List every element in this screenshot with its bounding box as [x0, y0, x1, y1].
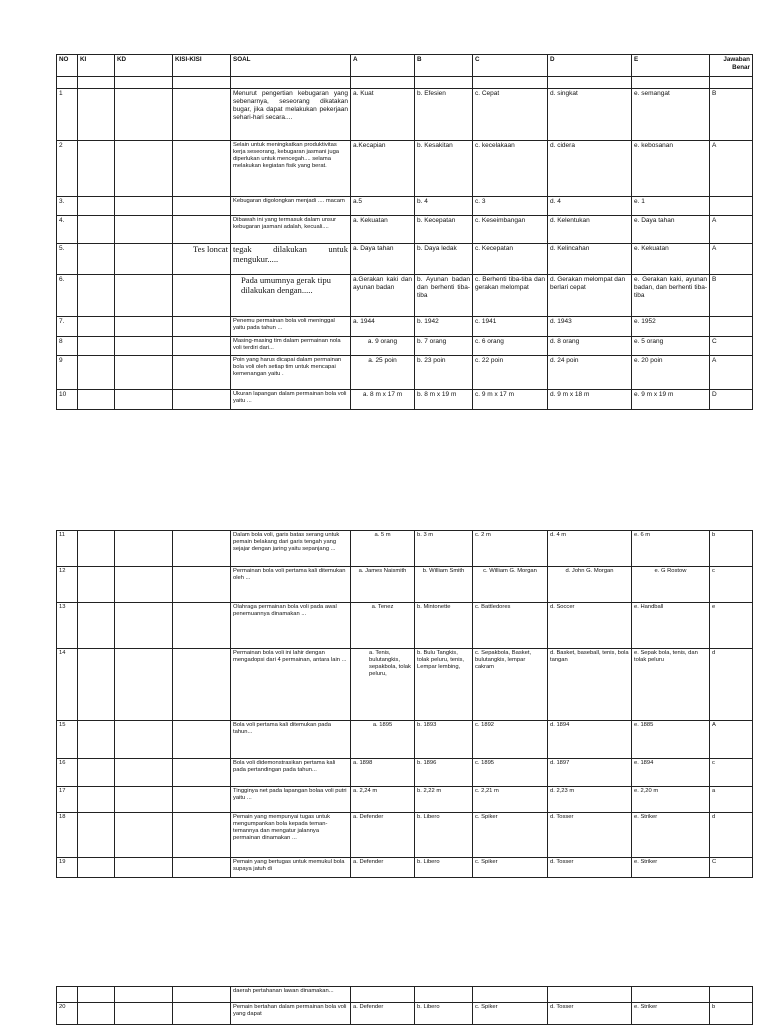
- cell-d: d. Basket, baseball, tenis, bola tangan: [548, 649, 632, 721]
- cell-a: a. 2,24 m: [351, 787, 415, 813]
- cell-b: b. 7 orang: [415, 337, 473, 356]
- cell-kisi: [173, 531, 231, 567]
- cell-no: 15: [57, 721, 78, 759]
- cell-b: b. 2,22 m: [415, 787, 473, 813]
- table-row: [57, 244, 753, 275]
- cell-no: 4.: [57, 216, 78, 244]
- cell-e: e. 2,20 m: [632, 787, 710, 813]
- cell-jawaban: A: [710, 141, 753, 197]
- header-a: A: [351, 55, 415, 77]
- cell-c: c. 2 m: [473, 531, 548, 567]
- cell-d: d. 4 m: [548, 531, 632, 567]
- cell-b: b. 1942: [415, 317, 473, 337]
- cell-e: e. G Rostow: [632, 567, 710, 603]
- table-row: [57, 649, 753, 721]
- cell-kisi: [173, 356, 231, 390]
- cell-e: e. 1885: [632, 721, 710, 759]
- cell-kd: [115, 787, 173, 813]
- cell-ki: [78, 89, 115, 141]
- cell-d: d. Kelentukan: [548, 216, 632, 244]
- cell-c: [473, 987, 548, 1003]
- cell-kd: [115, 858, 173, 878]
- cell-no: 19: [57, 858, 78, 878]
- cell-jawaban: A: [710, 216, 753, 244]
- cell-jawaban: e: [710, 603, 753, 649]
- cell-soal: Pemain bertahan dalam permainan bola voli yang dapat: [231, 1003, 351, 1025]
- cell-d: d. Soccer: [548, 603, 632, 649]
- cell-c: c. Battledores: [473, 603, 548, 649]
- header-kd: KD: [115, 55, 173, 77]
- cell-d: d. singkat: [548, 89, 632, 141]
- cell-kd: [115, 649, 173, 721]
- table-row: [57, 987, 753, 1003]
- cell-b: b. 8 m x 19 m: [415, 390, 473, 410]
- cell-b: b. 4: [415, 197, 473, 216]
- cell-kd: [115, 356, 173, 390]
- cell-soal: tegak dilakukan untuk mengukur.....: [231, 244, 351, 275]
- cell-kd: [115, 141, 173, 197]
- header-b: B: [415, 55, 473, 77]
- cell-ki: [78, 317, 115, 337]
- cell-ki: [78, 216, 115, 244]
- table-row: [57, 356, 753, 390]
- cell-c: c. William G. Morgan: [473, 567, 548, 603]
- cell-jawaban: c: [710, 567, 753, 603]
- cell-kd: [115, 390, 173, 410]
- cell-e: e. 20 poin: [632, 356, 710, 390]
- cell-d: d. 1894: [548, 721, 632, 759]
- cell-b: b. 3 m: [415, 531, 473, 567]
- cell-soal: Permainan bola voli pertama kali ditemukan oleh ...: [231, 567, 351, 603]
- cell-jawaban: A: [710, 244, 753, 275]
- cell-c: c. Keseimbangan: [473, 216, 548, 244]
- cell-c: c. kecelakaan: [473, 141, 548, 197]
- cell-d: d. Tosser: [548, 813, 632, 858]
- table-row: [57, 787, 753, 813]
- cell-c: c. Sepakbola, Basket, bulutangkis, lempar cakram: [473, 649, 548, 721]
- cell-a: a. 8 m x 17 m: [351, 390, 415, 410]
- cell-b: b. William Smith: [415, 567, 473, 603]
- cell-b: b. Daya ledak: [415, 244, 473, 275]
- cell-jawaban: d: [710, 649, 753, 721]
- cell-c: c. 9 m x 17 m: [473, 390, 548, 410]
- cell-c: c. 1895: [473, 759, 548, 787]
- cell-kisi: [173, 987, 231, 1003]
- cell-d: d. John G. Morgan: [548, 567, 632, 603]
- cell-b: [415, 987, 473, 1003]
- cell-kisi: [173, 275, 231, 317]
- cell-ki: [78, 390, 115, 410]
- cell-kisi: [173, 759, 231, 787]
- cell-d: d. 24 poin: [548, 356, 632, 390]
- cell-e: e. Daya tahan: [632, 216, 710, 244]
- question-table-1: [56, 54, 753, 410]
- table-row: [57, 813, 753, 858]
- question-table-2: [56, 530, 753, 878]
- cell-jawaban: [710, 197, 753, 216]
- cell-kisi: [173, 649, 231, 721]
- cell-a: a.Gerakan kaki dan ayunan badan: [351, 275, 415, 317]
- cell-ki: [78, 721, 115, 759]
- cell-no: 8: [57, 337, 78, 356]
- cell-ki: [78, 649, 115, 721]
- cell-kd: [115, 987, 173, 1003]
- cell-soal: Bola voli pertama kali ditemukan pada tahun...: [231, 721, 351, 759]
- cell-kd: [115, 721, 173, 759]
- cell-soal: Pemain yang mempunyai tugas untuk mengumpankan bola kepada teman-temannya dan mengatur jalannya permainan dinamakan ...: [231, 813, 351, 858]
- cell-soal: Kebugaran digolongkan menjadi .... macam: [231, 197, 351, 216]
- cell-d: d. 9 m x 18 m: [548, 390, 632, 410]
- cell-a: a. Defender: [351, 813, 415, 858]
- cell-e: e. Handball: [632, 603, 710, 649]
- cell-jawaban: d: [710, 813, 753, 858]
- cell-a: a. Daya tahan: [351, 244, 415, 275]
- cell-a: a. James Naismith: [351, 567, 415, 603]
- cell-d: d. 4: [548, 197, 632, 216]
- cell-soal: daerah pertahanan lawan dinamakan...: [231, 987, 351, 1003]
- cell-e: e. 9 m x 19 m: [632, 390, 710, 410]
- cell-d: d. 2,23 m: [548, 787, 632, 813]
- cell-ki: [78, 141, 115, 197]
- cell-kd: [115, 197, 173, 216]
- cell-no: 16: [57, 759, 78, 787]
- cell-b: b. Kecepatan: [415, 216, 473, 244]
- header-ki: KI: [78, 55, 115, 77]
- cell-jawaban: B: [710, 89, 753, 141]
- cell-kisi: [173, 141, 231, 197]
- cell-no: 20: [57, 1003, 78, 1025]
- cell-kd: [115, 317, 173, 337]
- cell-no: [57, 987, 78, 1003]
- cell-kd: [115, 216, 173, 244]
- cell-kd: [115, 89, 173, 141]
- cell-kisi: [173, 603, 231, 649]
- cell-no: 1: [57, 89, 78, 141]
- cell-d: d. 8 orang: [548, 337, 632, 356]
- cell-kd: [115, 759, 173, 787]
- cell-ki: [78, 1003, 115, 1025]
- table-row: [57, 141, 753, 197]
- cell-b: b. Efesien: [415, 89, 473, 141]
- cell-c: c. Cepat: [473, 89, 548, 141]
- header-soal: SOAL: [231, 55, 351, 77]
- cell-jawaban: C: [710, 337, 753, 356]
- cell-e: e. 5 orang: [632, 337, 710, 356]
- header-row: [57, 55, 753, 77]
- cell-c: c. Kecepatan: [473, 244, 548, 275]
- cell-ki: [78, 337, 115, 356]
- cell-e: e. kebosanan: [632, 141, 710, 197]
- cell-c: c. 22 poin: [473, 356, 548, 390]
- cell-a: a. 9 orang: [351, 337, 415, 356]
- cell-ki: [78, 813, 115, 858]
- cell-c: c. 6 orang: [473, 337, 548, 356]
- cell-ki: [78, 531, 115, 567]
- table-row: [57, 197, 753, 216]
- cell-no: 12: [57, 567, 78, 603]
- cell-ki: [78, 356, 115, 390]
- header-jawaban-benar: Jawaban Benar: [710, 55, 753, 77]
- cell-kisi: [173, 1003, 231, 1025]
- cell-ki: [78, 759, 115, 787]
- cell-kisi: [173, 317, 231, 337]
- cell-e: e. 1: [632, 197, 710, 216]
- cell-soal: Penemu permainan bola voli meninggal yaitu pada tahun ...: [231, 317, 351, 337]
- cell-kisi: [173, 89, 231, 141]
- cell-jawaban: c: [710, 759, 753, 787]
- cell-a: a. 1898: [351, 759, 415, 787]
- cell-soal: Poin yang harus dicapai dalam permainan bola voli oleh setiap tim untuk mencapai kemenangan yaitu .: [231, 356, 351, 390]
- cell-a: a. Defender: [351, 1003, 415, 1025]
- cell-e: e. Kekuatan: [632, 244, 710, 275]
- cell-d: d. Tosser: [548, 858, 632, 878]
- cell-e: e. Gerakan kaki, ayunan badan, dan berhenti tiba-tiba: [632, 275, 710, 317]
- table-row: [57, 216, 753, 244]
- header-no: NO: [57, 55, 78, 77]
- table-row: [57, 531, 753, 567]
- cell-kd: [115, 244, 173, 275]
- cell-kisi: [173, 787, 231, 813]
- table-row: [57, 858, 753, 878]
- cell-c: c. 1892: [473, 721, 548, 759]
- cell-soal: Menurut pengertian kebugaran yang sebenarnya, seseorang dikatakan bugar, jika dapat melakukan pekerjaan sehari-hari secara....: [231, 89, 351, 141]
- cell-kisi: [173, 813, 231, 858]
- cell-no: 13: [57, 603, 78, 649]
- cell-b: b. Libero: [415, 1003, 473, 1025]
- table-row: [57, 275, 753, 317]
- cell-ki: [78, 275, 115, 317]
- cell-soal: Dalam bola voli, garis batas serang untuk pemain belakang dari garis tengah yang sejajar dengan jaring yaitu sepanjang ...: [231, 531, 351, 567]
- cell-soal: Ukuran lapangan dalam permainan bola voli yaitu ...: [231, 390, 351, 410]
- cell-b: b. Libero: [415, 858, 473, 878]
- cell-b: b. 1893: [415, 721, 473, 759]
- cell-e: e. semangat: [632, 89, 710, 141]
- cell-kisi: [173, 721, 231, 759]
- cell-e: [632, 987, 710, 1003]
- cell-a: a. Kekuatan: [351, 216, 415, 244]
- header-kisi-kisi: KISI-KISI: [173, 55, 231, 77]
- cell-kd: [115, 337, 173, 356]
- cell-b: b. Mintonette: [415, 603, 473, 649]
- cell-no: 17: [57, 787, 78, 813]
- cell-jawaban: [710, 987, 753, 1003]
- cell-a: a. Tenez: [351, 603, 415, 649]
- cell-no: 2: [57, 141, 78, 197]
- cell-e: e. Striker: [632, 813, 710, 858]
- cell-c: c. Spiker: [473, 858, 548, 878]
- cell-d: d. Kelincahan: [548, 244, 632, 275]
- cell-e: e. Striker: [632, 1003, 710, 1025]
- cell-c: c. 3: [473, 197, 548, 216]
- cell-e: e. Sepak bola, tenis, dan tolak peluru: [632, 649, 710, 721]
- cell-d: d. 1897: [548, 759, 632, 787]
- cell-no: 10: [57, 390, 78, 410]
- table-row: [57, 567, 753, 603]
- cell-no: 6.: [57, 275, 78, 317]
- cell-c: c. Berhenti tiba-tiba dan gerakan melompat: [473, 275, 548, 317]
- cell-jawaban: A: [710, 721, 753, 759]
- cell-ki: [78, 244, 115, 275]
- cell-c: c. 2,21 m: [473, 787, 548, 813]
- cell-no: 5.: [57, 244, 78, 275]
- cell-soal: Dibawah ini yang termasuk dalam unsur kebugaran jasmani adalah, kecuali....: [231, 216, 351, 244]
- cell-jawaban: b: [710, 1003, 753, 1025]
- cell-soal: Permainan bola voli ini lahir dengan mengadopsi dari 4 permainan, antara lain ...: [231, 649, 351, 721]
- cell-soal: Bola voli didemonstrasikan pertama kali pada pertandingan pada tahun...: [231, 759, 351, 787]
- cell-a: a. 25 poin: [351, 356, 415, 390]
- cell-a: [351, 987, 415, 1003]
- cell-e: e. 6 m: [632, 531, 710, 567]
- header-e: E: [632, 55, 710, 77]
- cell-ki: [78, 787, 115, 813]
- cell-d: d. cidera: [548, 141, 632, 197]
- cell-b: b. Libero: [415, 813, 473, 858]
- cell-b: b. Ayunan badan dan berhenti tiba-tiba: [415, 275, 473, 317]
- cell-kd: [115, 567, 173, 603]
- cell-soal: Pemain yang bertugas untuk memukul bola supaya jatuh di: [231, 858, 351, 878]
- cell-d: d. 1943: [548, 317, 632, 337]
- table-row: [57, 1003, 753, 1025]
- cell-kisi: [173, 216, 231, 244]
- cell-d: d. Tosser: [548, 1003, 632, 1025]
- cell-e: e. Striker: [632, 858, 710, 878]
- cell-a: a. 5 m: [351, 531, 415, 567]
- cell-a: a. Kuat: [351, 89, 415, 141]
- cell-jawaban: b: [710, 531, 753, 567]
- cell-kisi: Tes loncat: [173, 244, 231, 275]
- cell-kisi: [173, 337, 231, 356]
- cell-b: b. Kesakitan: [415, 141, 473, 197]
- cell-no: 3.: [57, 197, 78, 216]
- cell-kd: [115, 813, 173, 858]
- header-d: D: [548, 55, 632, 77]
- cell-no: 11: [57, 531, 78, 567]
- cell-kd: [115, 1003, 173, 1025]
- cell-a: a. 1944: [351, 317, 415, 337]
- cell-ki: [78, 197, 115, 216]
- table-row: [57, 89, 753, 141]
- cell-jawaban: a: [710, 787, 753, 813]
- cell-kd: [115, 531, 173, 567]
- table-row: [57, 603, 753, 649]
- cell-a: a. Defender: [351, 858, 415, 878]
- cell-a: a.Kecapian: [351, 141, 415, 197]
- cell-kisi: [173, 567, 231, 603]
- cell-e: e. 1894: [632, 759, 710, 787]
- cell-b: b. 1896: [415, 759, 473, 787]
- cell-soal: Tingginya net pada lapangan bolaa voli putri yaitu ...: [231, 787, 351, 813]
- cell-soal: Pada umumnya gerak tipu dilakukan dengan.....: [231, 275, 351, 317]
- table-row: [57, 337, 753, 356]
- cell-a: a. Tenis, bulutangkis, sepakbola, tolak peluru,: [351, 649, 415, 721]
- cell-kisi: [173, 858, 231, 878]
- cell-soal: Selain untuk meningkatkan produktivitas kerja seseorang, kebugaran jasmani juga diperlukan untuk mencegah.... selama melakukan kegiatan fisik yang berat.: [231, 141, 351, 197]
- cell-soal: Olahraga permainan bola voli pada awal penemuannya dinamakan ...: [231, 603, 351, 649]
- cell-kisi: [173, 197, 231, 216]
- spacer-row: [57, 77, 753, 89]
- cell-ki: [78, 603, 115, 649]
- cell-no: 7.: [57, 317, 78, 337]
- table-row: [57, 390, 753, 410]
- table-row: [57, 721, 753, 759]
- cell-no: 14: [57, 649, 78, 721]
- cell-jawaban: D: [710, 390, 753, 410]
- cell-e: e. 1952: [632, 317, 710, 337]
- table-row: [57, 759, 753, 787]
- cell-a: a.5: [351, 197, 415, 216]
- cell-d: d. Gerakan melompat dan berlari cepat: [548, 275, 632, 317]
- cell-ki: [78, 567, 115, 603]
- cell-no: 18: [57, 813, 78, 858]
- cell-b: b. 23 poin: [415, 356, 473, 390]
- cell-a: a. 1895: [351, 721, 415, 759]
- cell-kd: [115, 275, 173, 317]
- cell-c: c. 1941: [473, 317, 548, 337]
- cell-c: c. Spiker: [473, 1003, 548, 1025]
- cell-ki: [78, 987, 115, 1003]
- header-c: C: [473, 55, 548, 77]
- cell-jawaban: C: [710, 858, 753, 878]
- cell-jawaban: B: [710, 275, 753, 317]
- cell-jawaban: A: [710, 356, 753, 390]
- question-table-3: [56, 986, 753, 1025]
- cell-jawaban: [710, 317, 753, 337]
- cell-b: b. Bulu Tangkis, tolak peluru, tenis, Lempar lembing,: [415, 649, 473, 721]
- cell-c: c. Spiker: [473, 813, 548, 858]
- table-row: [57, 317, 753, 337]
- cell-soal: Masing-masing tim dalam permainan nola voli terdiri dari...: [231, 337, 351, 356]
- cell-kisi: [173, 390, 231, 410]
- cell-ki: [78, 858, 115, 878]
- cell-no: 9: [57, 356, 78, 390]
- cell-kd: [115, 603, 173, 649]
- cell-d: [548, 987, 632, 1003]
